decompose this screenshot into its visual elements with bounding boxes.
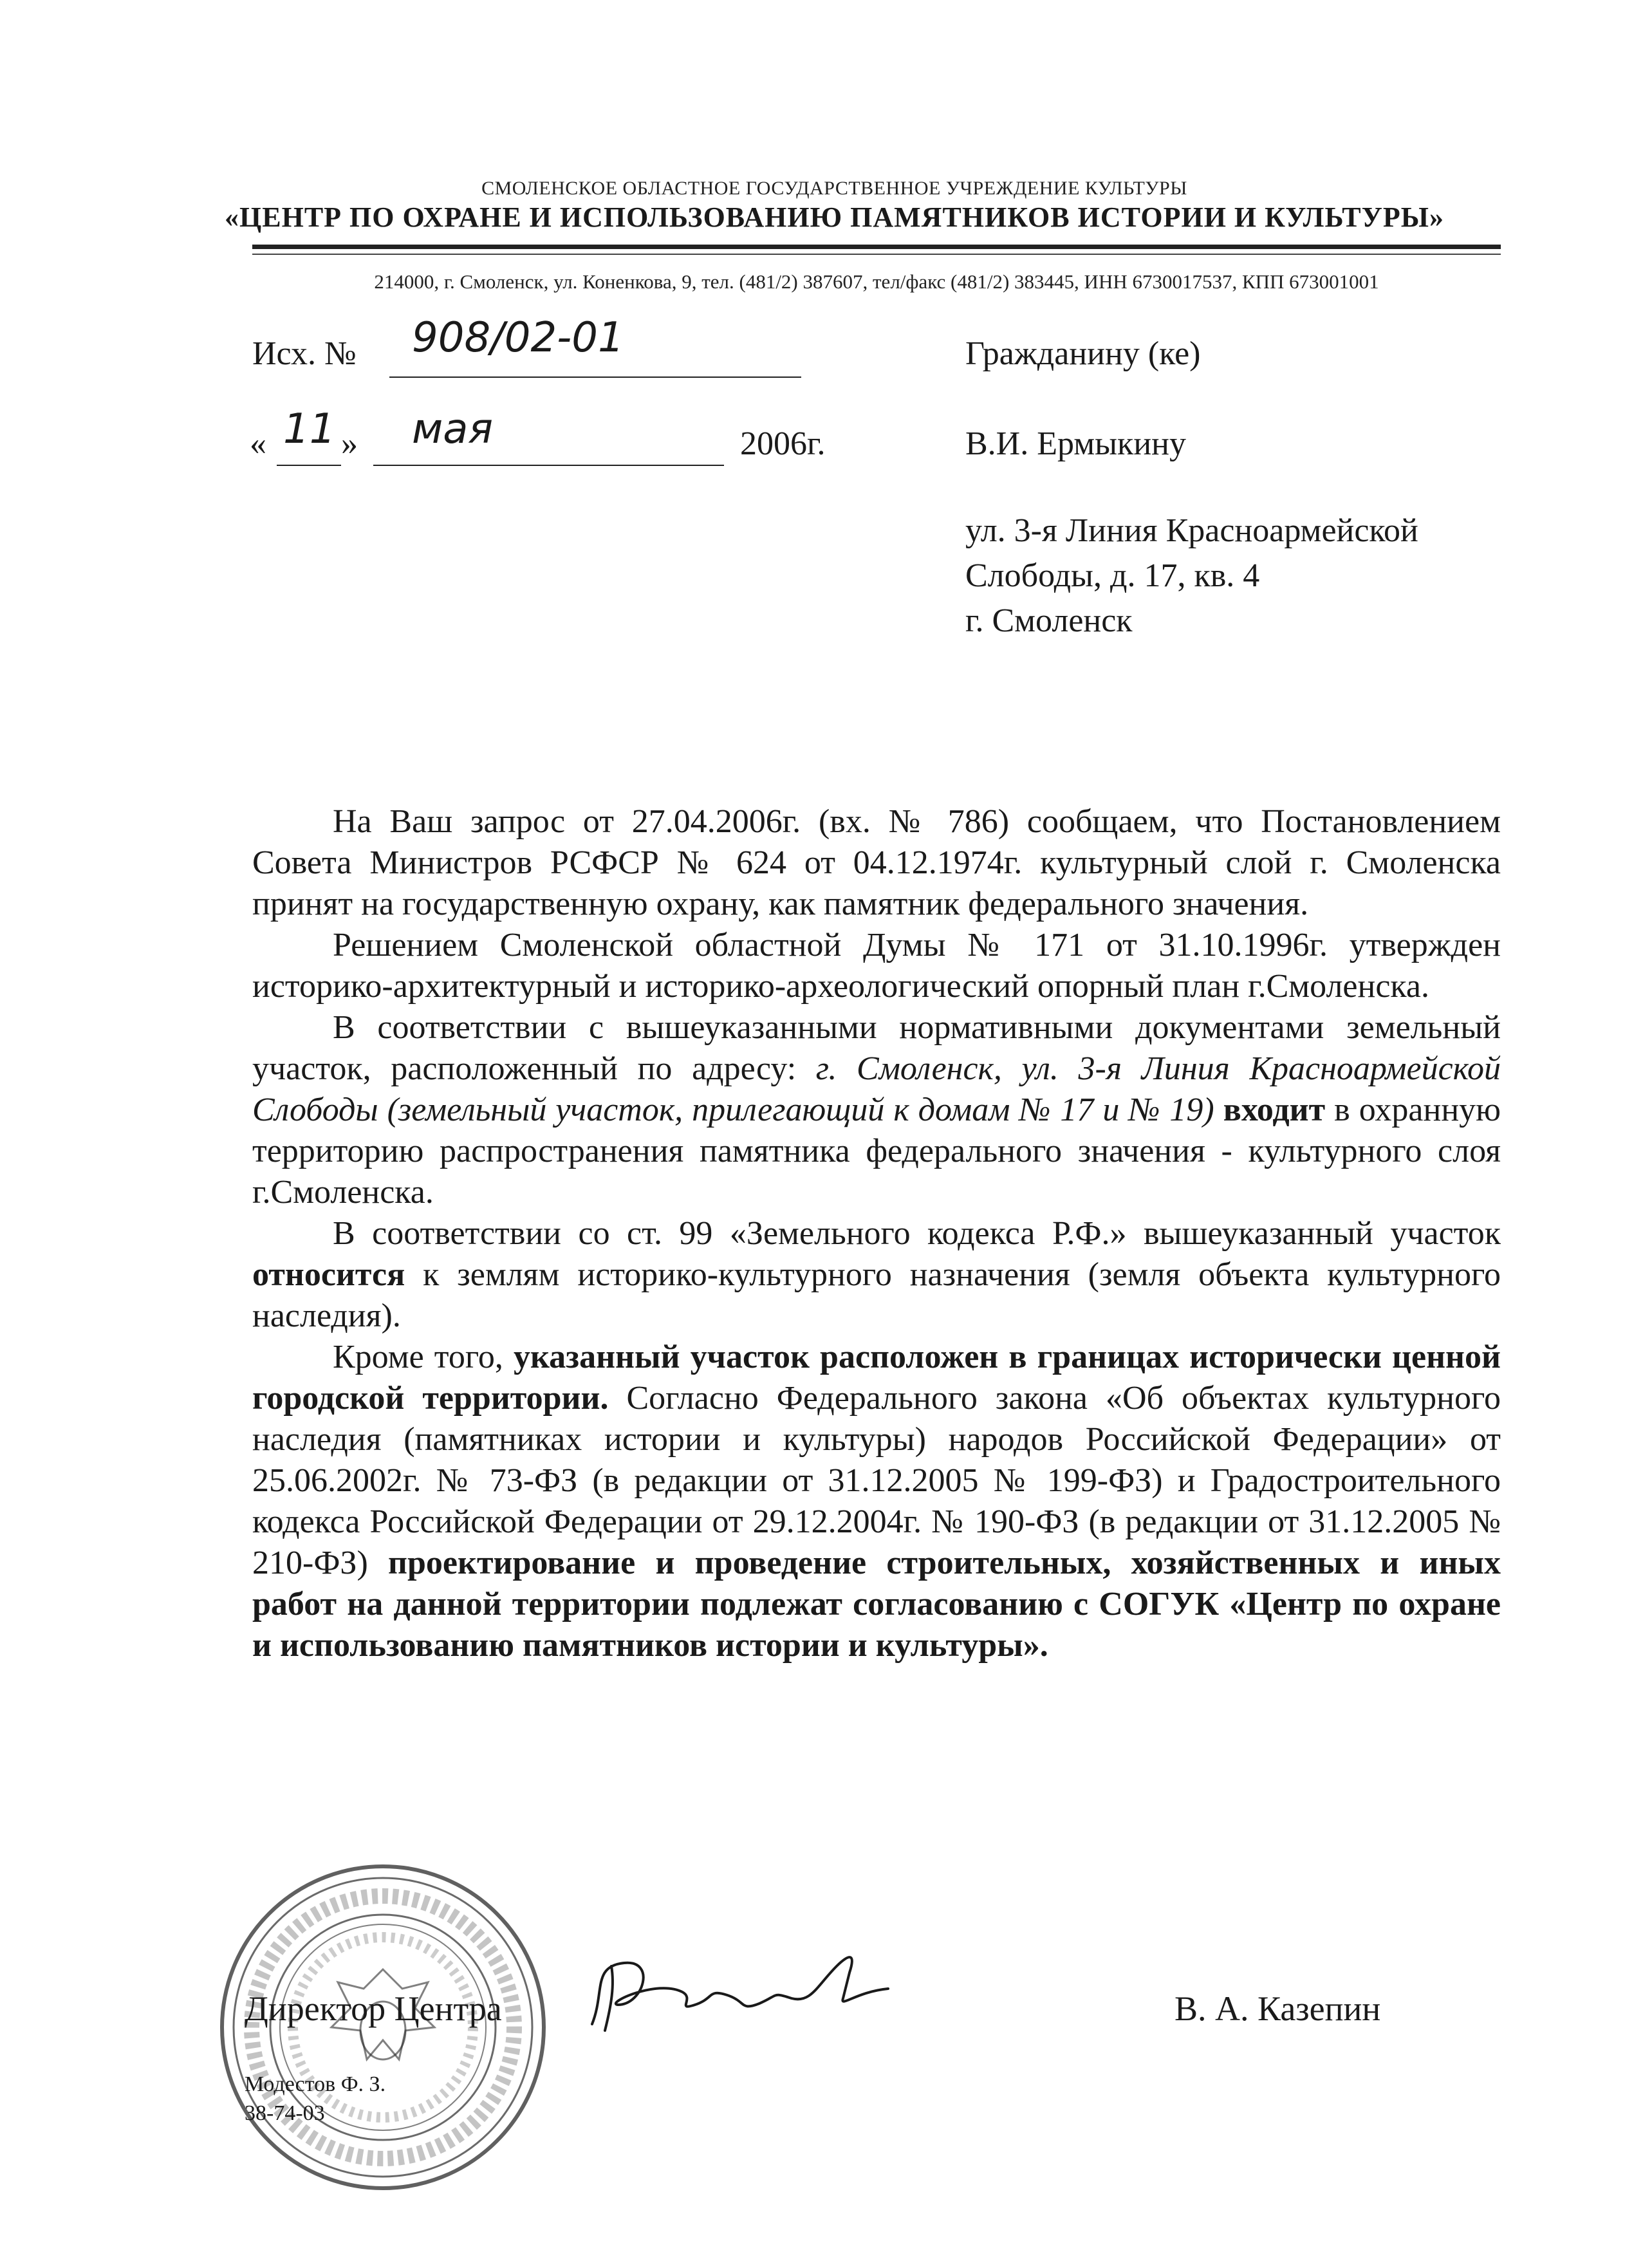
body-paragraph-3 <box>252 1007 1501 1213</box>
body-p4-bold: относится <box>252 1256 405 1293</box>
outgoing-day-value: 11 <box>283 405 336 453</box>
letter-body <box>252 801 1501 1666</box>
recipient-address-line2: Слободы, д. 17, кв. 4 <box>965 557 1260 594</box>
outgoing-number-underline <box>389 376 801 378</box>
signature-name: В. А. Казепин <box>1174 1989 1381 2028</box>
outgoing-month-value: мая <box>412 405 493 453</box>
outgoing-quote-open: « <box>250 425 266 462</box>
body-paragraph-5 <box>252 1337 1501 1666</box>
outgoing-year: 2006г. <box>740 425 826 462</box>
body-p4-text-a: В соответствии со ст. 99 «Земельного кодекса Р.Ф.» вышеуказанный участок <box>333 1215 1501 1252</box>
outgoing-number-label: Исх. № <box>252 335 357 372</box>
letterhead-rule-thin <box>252 254 1501 255</box>
outgoing-quote-close: » <box>341 425 358 462</box>
body-paragraph-1: На Ваш запрос от 27.04.2006г. (вх. № 786) сообщаем, что Постановлением Совета Министров РСФСР № 624 от 04.12.1974г. культурный слой г. Смоленска принят на государственную охрану, как памятник федерального значения. <box>252 803 1501 922</box>
outgoing-number-value: 908/02-01 <box>412 314 624 362</box>
signature-position: Директор Центра <box>245 1989 502 2028</box>
letterhead-org-name: «ЦЕНТР ПО ОХРАНЕ И ИСПОЛЬЗОВАНИЮ ПАМЯТНИКОВ ИСТОРИИ И КУЛЬТУРЫ» <box>225 201 1444 233</box>
body-p5-text-a: Кроме того, <box>333 1339 514 1375</box>
letterhead-org-type: СМОЛЕНСКОЕ ОБЛАСТНОЕ ГОСУДАРСТВЕННОЕ УЧРЕЖДЕНИЕ КУЛЬТУРЫ <box>481 178 1187 199</box>
executor-phone: 38-74-03 <box>245 2101 325 2125</box>
letterhead-rule <box>252 245 1501 249</box>
handwritten-signature <box>566 1928 901 2043</box>
outgoing-day-underline <box>277 465 341 466</box>
executor-name: Модестов Ф. З. <box>245 2072 386 2096</box>
body-p3-text-b: в охранную территорию распространения памятника федерального значения - культурного слоя г.Смоленска. <box>252 1092 1501 1211</box>
recipient-address-line1: ул. 3-я Линия Красноармейской <box>965 512 1418 549</box>
body-p5-bold-1: указанный участок расположен в границах исторически ценной городской территории. <box>252 1339 1501 1417</box>
body-p3-bold: входит <box>1223 1092 1326 1128</box>
recipient-salutation: Гражданину (ке) <box>965 335 1201 372</box>
letterhead-address: 214000, г. Смоленск, ул. Коненкова, 9, тел. (481/2) 387607, тел/факс (481/2) 383445, ИНН 6730017537, КПП 673001001 <box>374 270 1379 293</box>
outgoing-month-underline <box>373 465 724 466</box>
body-p5-bold-2: проектирование и проведение строительных, хозяйственных и иных работ на данной территории подлежат согласованию с СОГУК «Центр по охране и использованию памятников истории и культуры». <box>252 1545 1501 1664</box>
body-paragraph-2: Решением Смоленской областной Думы № 171 от 31.10.1996г. утвержден историко-архитектурный и историко-археологический опорный план г.Смоленска. <box>252 927 1501 1005</box>
body-paragraph-4 <box>252 1213 1501 1337</box>
recipient-address-line3: г. Смоленск <box>965 602 1133 639</box>
body-p4-text-b: к землям историко-культурного назначения (земля объекта культурного наследия). <box>252 1256 1501 1334</box>
body-p3-address: г. Смоленск, ул. 3-я Линия Красноармейской Слободы (земельный участок, прилегающий к домам № 17 и № 19) <box>252 1050 1501 1128</box>
body-p5-text-b: Согласно Федерального закона «Об объектах культурного наследия (памятниках истории и культуры) народов Российской Федерации» от 25.06.2002г. № 73-ФЗ (в редакции от 31.12.2005 № 199-ФЗ) и Градостроительного кодекса Российской Федерации от 29.12.2004г. № 190-ФЗ (в редакции от 31.12.2005 № 210-ФЗ) <box>252 1380 1501 1581</box>
body-p3-text-a: В соответствии с вышеуказанными нормативными документами земельный участок, расположенный по адресу: <box>252 1009 1501 1087</box>
recipient-name: В.И. Ермыкину <box>965 425 1186 462</box>
